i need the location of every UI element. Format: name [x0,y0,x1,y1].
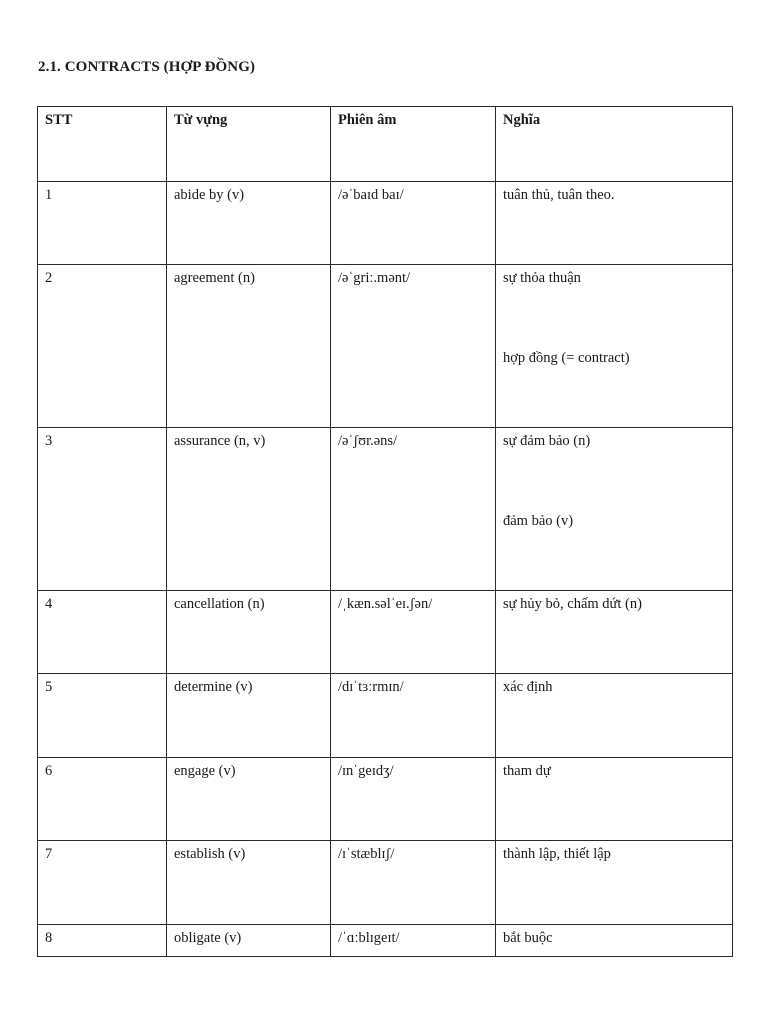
column-header-stt: STT [38,107,167,182]
section-heading: 2.1. CONTRACTS (HỢP ĐỒNG) [38,59,256,75]
meaning-line: xác định [503,679,553,695]
cell-stt: 8 [38,925,167,957]
cell-meaning [496,841,733,925]
meaning-line: sự đảm bảo (n) [503,433,591,449]
cell-meaning [496,925,733,957]
meaning-line: bắt buộc [503,930,553,946]
table-row [38,182,733,265]
meaning-line: tham dự [503,763,551,779]
meaning-line: sự hủy bỏ, chấm dứt (n) [503,596,642,612]
meaning-line: tuân thủ, tuân theo. [503,187,615,203]
column-header-word: Từ vựng [167,107,331,182]
cell-ipa: /ˌkæn.səlˈeɪ.ʃən/ [331,591,496,674]
vocabulary-table [37,106,733,957]
cell-stt: 5 [38,674,167,758]
cell-meaning [496,758,733,841]
cell-ipa: /ɪˈstæblɪʃ/ [331,841,496,925]
cell-stt: 4 [38,591,167,674]
table-row [38,758,733,841]
cell-ipa: /dɪˈtɜːrmɪn/ [331,674,496,758]
cell-ipa: /əˈʃʊr.əns/ [331,428,496,591]
cell-word: cancellation (n) [167,591,331,674]
cell-stt: 7 [38,841,167,925]
cell-meaning [496,182,733,265]
meaning-line: thành lập, thiết lập [503,846,611,862]
cell-stt: 6 [38,758,167,841]
meaning-line: đảm bảo (v) [503,513,574,529]
cell-word: determine (v) [167,674,331,758]
cell-ipa: /ɪnˈgeɪdʒ/ [331,758,496,841]
cell-word: agreement (n) [167,265,331,428]
cell-word: obligate (v) [167,925,331,957]
table-row [38,428,733,591]
cell-stt: 3 [38,428,167,591]
meaning-line: hợp đồng (= contract) [503,350,630,366]
cell-stt: 2 [38,265,167,428]
table-row [38,591,733,674]
meaning-line: sự thỏa thuận [503,270,581,286]
cell-stt: 1 [38,182,167,265]
cell-ipa: /ˈɑːblɪgeɪt/ [331,925,496,957]
cell-meaning [496,591,733,674]
cell-ipa: /əˈgriː.mənt/ [331,265,496,428]
cell-meaning [496,428,733,591]
table-row [38,925,733,957]
cell-word: establish (v) [167,841,331,925]
table-row [38,674,733,758]
cell-word: abide by (v) [167,182,331,265]
cell-meaning [496,265,733,428]
cell-word: assurance (n, v) [167,428,331,591]
cell-word: engage (v) [167,758,331,841]
table-row [38,841,733,925]
column-header-meaning: Nghĩa [496,107,733,182]
table-row [38,265,733,428]
cell-ipa: /əˈbaɪd baɪ/ [331,182,496,265]
table-header-row [38,107,733,182]
cell-meaning [496,674,733,758]
column-header-ipa: Phiên âm [331,107,496,182]
